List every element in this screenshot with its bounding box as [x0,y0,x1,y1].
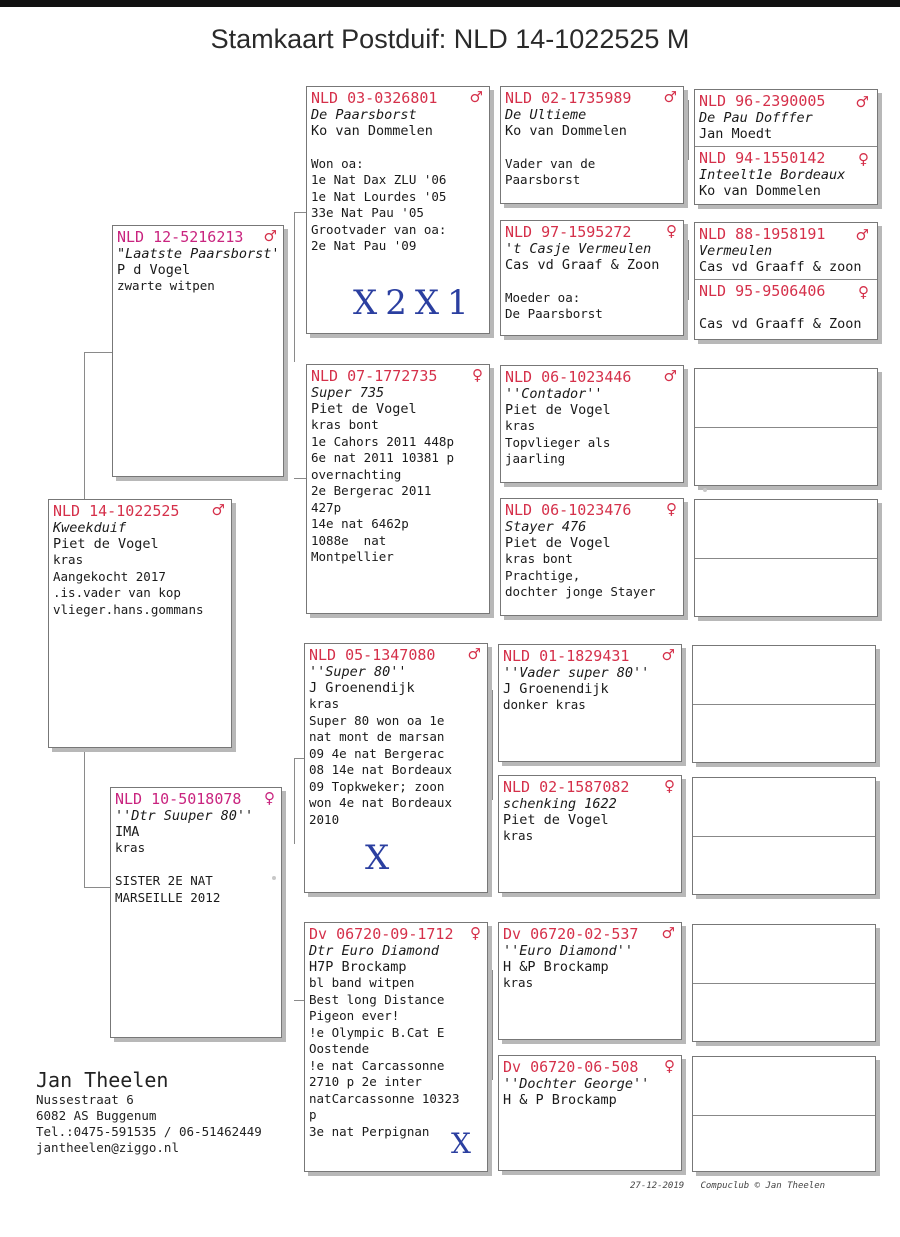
owner-info [36,1068,262,1156]
male-icon: ♂ [211,501,225,519]
female-icon: ♀ [858,283,869,301]
ring-number: NLD 05-1347080 [309,646,436,664]
pigeon-name: 't Casje Vermeulen [505,241,652,257]
paper-speck [703,488,707,492]
divider [695,279,877,280]
connector [294,758,304,759]
connector [688,240,689,300]
ring-number: NLD 88-1958191 [699,225,826,243]
owner-email: jantheelen@ziggo.nl [36,1140,179,1155]
pigeon-info: Moeder oa: De Paarsborst [505,289,603,321]
male-icon: ♂ [855,93,869,111]
ring-number: NLD 12-5216213 [117,228,244,246]
pedigree-card-gen4-1 [694,89,878,205]
pigeon-name: ''Vader super 80'' [503,665,650,681]
connector [492,140,493,250]
connector [294,478,306,479]
breeder-name: Piet de Vogel [503,812,609,828]
pigeon-name: "Laatste Paarsborst' [117,246,280,262]
breeder-name: J Groenendijk [309,680,415,696]
pigeon-name: De Ultieme [505,107,587,123]
handwritten-mark: X [365,838,390,878]
breeder-name: P d Vogel [117,262,191,278]
handwritten-mark: X [451,1127,471,1160]
breeder-name: H7P Brockamp [309,959,407,975]
breeder-name: Ko van Dommelen [311,123,433,139]
male-icon: ♂ [661,646,675,664]
connector [294,212,306,213]
ring-number: NLD 97-1595272 [505,223,632,241]
pedigree-card-subject [48,499,232,748]
pigeon-name: Kweekduif [53,520,127,536]
male-icon: ♂ [263,227,277,245]
connector [492,970,493,1080]
pedigree-card-ff [306,86,490,334]
divider [695,146,877,147]
paper-speck [272,876,276,880]
female-icon: ♀ [664,1057,675,1075]
pedigree-card-fmf [500,365,684,483]
male-icon: ♂ [855,226,869,244]
female-icon: ♀ [666,222,677,240]
pedigree-card-gen4-empty [692,777,876,895]
male-icon: ♂ [467,645,481,663]
pedigree-card-gen4-2 [694,222,878,340]
breeder-name: Ko van Dommelen [699,183,821,199]
female-icon: ♀ [858,150,869,168]
ring-number: NLD 06-1023476 [505,501,632,519]
pigeon-name: Dtr Euro Diamond [309,943,440,959]
male-icon: ♂ [663,88,677,106]
pigeon-name: Inteelt1e Bordeaux [699,167,846,183]
male-icon: ♂ [661,924,675,942]
pigeon-info: kras [503,828,534,843]
pedigree-card-mm [304,922,488,1172]
female-icon: ♀ [472,366,483,384]
breeder-name: IMA [115,824,140,840]
female-icon: ♀ [664,777,675,795]
pedigree-card-mf [304,643,488,893]
pigeon-name: ''Dtr Suuper 80'' [115,808,254,824]
ring-number: Dv 06720-09-1712 [309,925,454,943]
pigeon-info: kras SISTER 2E NAT MARSEILLE 2012 [115,840,221,905]
connector [84,352,85,500]
connector [294,212,295,362]
ring-number: NLD 10-5018078 [115,790,242,808]
footer-credit: 27-12-2019 Compuclub © Jan Theelen [630,1181,826,1191]
ring-number: NLD 02-1735989 [505,89,632,107]
female-icon: ♀ [264,789,275,807]
ring-number: Dv 06720-02-537 [503,925,639,943]
divider [695,558,877,559]
pedigree-card-mother [110,787,282,1038]
owner-phone: Tel.:0475-591535 / 06-51462449 [36,1124,262,1139]
breeder-name: H & P Brockamp [503,1092,617,1108]
pedigree-card-fff [500,86,684,204]
pigeon-info: Won oa: 1e Nat Dax ZLU '06 1e Nat Lourdes '05 33e Nat Pau '05 Grootvader van oa: 2e Nat Pau '09 [311,155,447,253]
breeder-name: Piet de Vogel [53,536,159,552]
connector [294,1000,304,1001]
ring-number: NLD 94-1550142 [699,149,826,167]
divider [693,1115,875,1116]
pigeon-name: ''Contador'' [505,386,603,402]
pedigree-card-gen4-empty [692,645,876,763]
ring-number: NLD 95-9506406 [699,282,826,300]
pedigree-card-father [112,225,284,477]
pedigree-card-mfm [498,775,682,893]
ring-number: NLD 02-1587082 [503,778,630,796]
divider [695,427,877,428]
page-title: Stamkaart Postduif: NLD 14-1022525 M [210,24,690,54]
ring-number: NLD 07-1772735 [311,367,438,385]
pigeon-name: ''Euro Diamond'' [503,943,634,959]
connector [84,352,112,353]
pedigree-card-gen4-empty [692,924,876,1042]
divider [693,704,875,705]
pedigree-card-gen4-empty [694,499,878,617]
connector [84,887,110,888]
female-icon: ♀ [470,924,481,942]
handwritten-mark: X2X1 [353,283,477,323]
pigeon-info: zwarte witpen [117,278,215,293]
pigeon-name: schenking 1622 [503,796,617,812]
pigeon-info: kras [503,975,534,990]
ring-number: NLD 96-2390005 [699,92,826,110]
pigeon-info: Vader van de Paarsborst [505,155,596,187]
pigeon-name: De Paarsborst [311,107,417,123]
pigeon-info: kras Aangekocht 2017 .is.vader van kop vlieger.hans.gommans [53,552,204,617]
connector [492,690,493,800]
breeder-name: Ko van Dommelen [505,123,627,139]
pedigree-card-ffm [500,220,684,336]
pedigree-card-mmf [498,922,682,1040]
divider [693,836,875,837]
pedigree-card-fm [306,364,490,614]
male-icon: ♂ [469,88,483,106]
pigeon-name: ''Super 80'' [309,664,407,680]
owner-name: Jan Theelen [36,1068,169,1092]
divider [693,983,875,984]
breeder-name: Piet de Vogel [505,402,611,418]
pedigree-card-gen4-empty [694,368,878,486]
pigeon-info: kras Super 80 won oa 1e nat mont de marsan 09 4e nat Bergerac 08 14e nat Bordeaux 09 Topkweker; zoon won 4e nat Bordeaux 2010 [309,696,452,827]
pedigree-card-mmm [498,1055,682,1171]
male-icon: ♂ [663,367,677,385]
ring-number: Dv 06720-06-508 [503,1058,639,1076]
ring-number: NLD 03-0326801 [311,89,438,107]
pedigree-card-mff [498,644,682,762]
female-icon: ♀ [666,500,677,518]
breeder-name: Cas vd Graaff & Zoon [699,316,862,332]
breeder-name: Piet de Vogel [311,401,417,417]
connector [492,410,493,520]
ring-number: NLD 06-1023446 [505,368,632,386]
pigeon-info: bl band witpen Best long Distance Pigeon ever! !e Olympic B.Cat E Oostende !e nat Carcassonne 2710 p 2e inter natCarcassonne 10323 p 3e nat Perpignan [309,975,460,1139]
breeder-name: J Groenendijk [503,681,609,697]
pigeon-info: donker kras [503,697,586,712]
pedigree-card-gen4-empty [692,1056,876,1172]
breeder-name: Piet de Vogel [505,535,611,551]
pigeon-info: kras bont Prachtige, dochter jonge Stayer [505,551,656,599]
ring-number: NLD 01-1829431 [503,647,630,665]
connector [84,748,85,888]
breeder-name: H &P Brockamp [503,959,609,975]
pedigree-card-fmm [500,498,684,616]
breeder-name: Jan Moedt [699,126,773,142]
pigeon-info: kras Topvlieger als jaarling [505,418,611,466]
owner-city: 6082 AS Buggenum [36,1108,157,1123]
pigeon-name: Vermeulen [699,243,773,259]
connector [688,100,689,160]
pigeon-info: kras bont 1e Cahors 2011 448p 6e nat 2011 10381 p overnachting 2e Bergerac 2011 427p 14e nat 6462p 1088e nat Montpellier [311,417,454,564]
pigeon-name: De Pau Dofffer [699,110,813,126]
owner-address: Nussestraat 6 [36,1092,134,1107]
ring-number: NLD 14-1022525 [53,502,180,520]
breeder-name: Cas vd Graaf & Zoon [505,257,660,273]
connector [294,758,295,844]
pigeon-name: Stayer 476 [505,519,587,535]
breeder-name: Cas vd Graaff & zoon [699,259,862,275]
pigeon-name: ''Dochter George'' [503,1076,650,1092]
pigeon-name: Super 735 [311,385,385,401]
top-border [0,0,900,7]
